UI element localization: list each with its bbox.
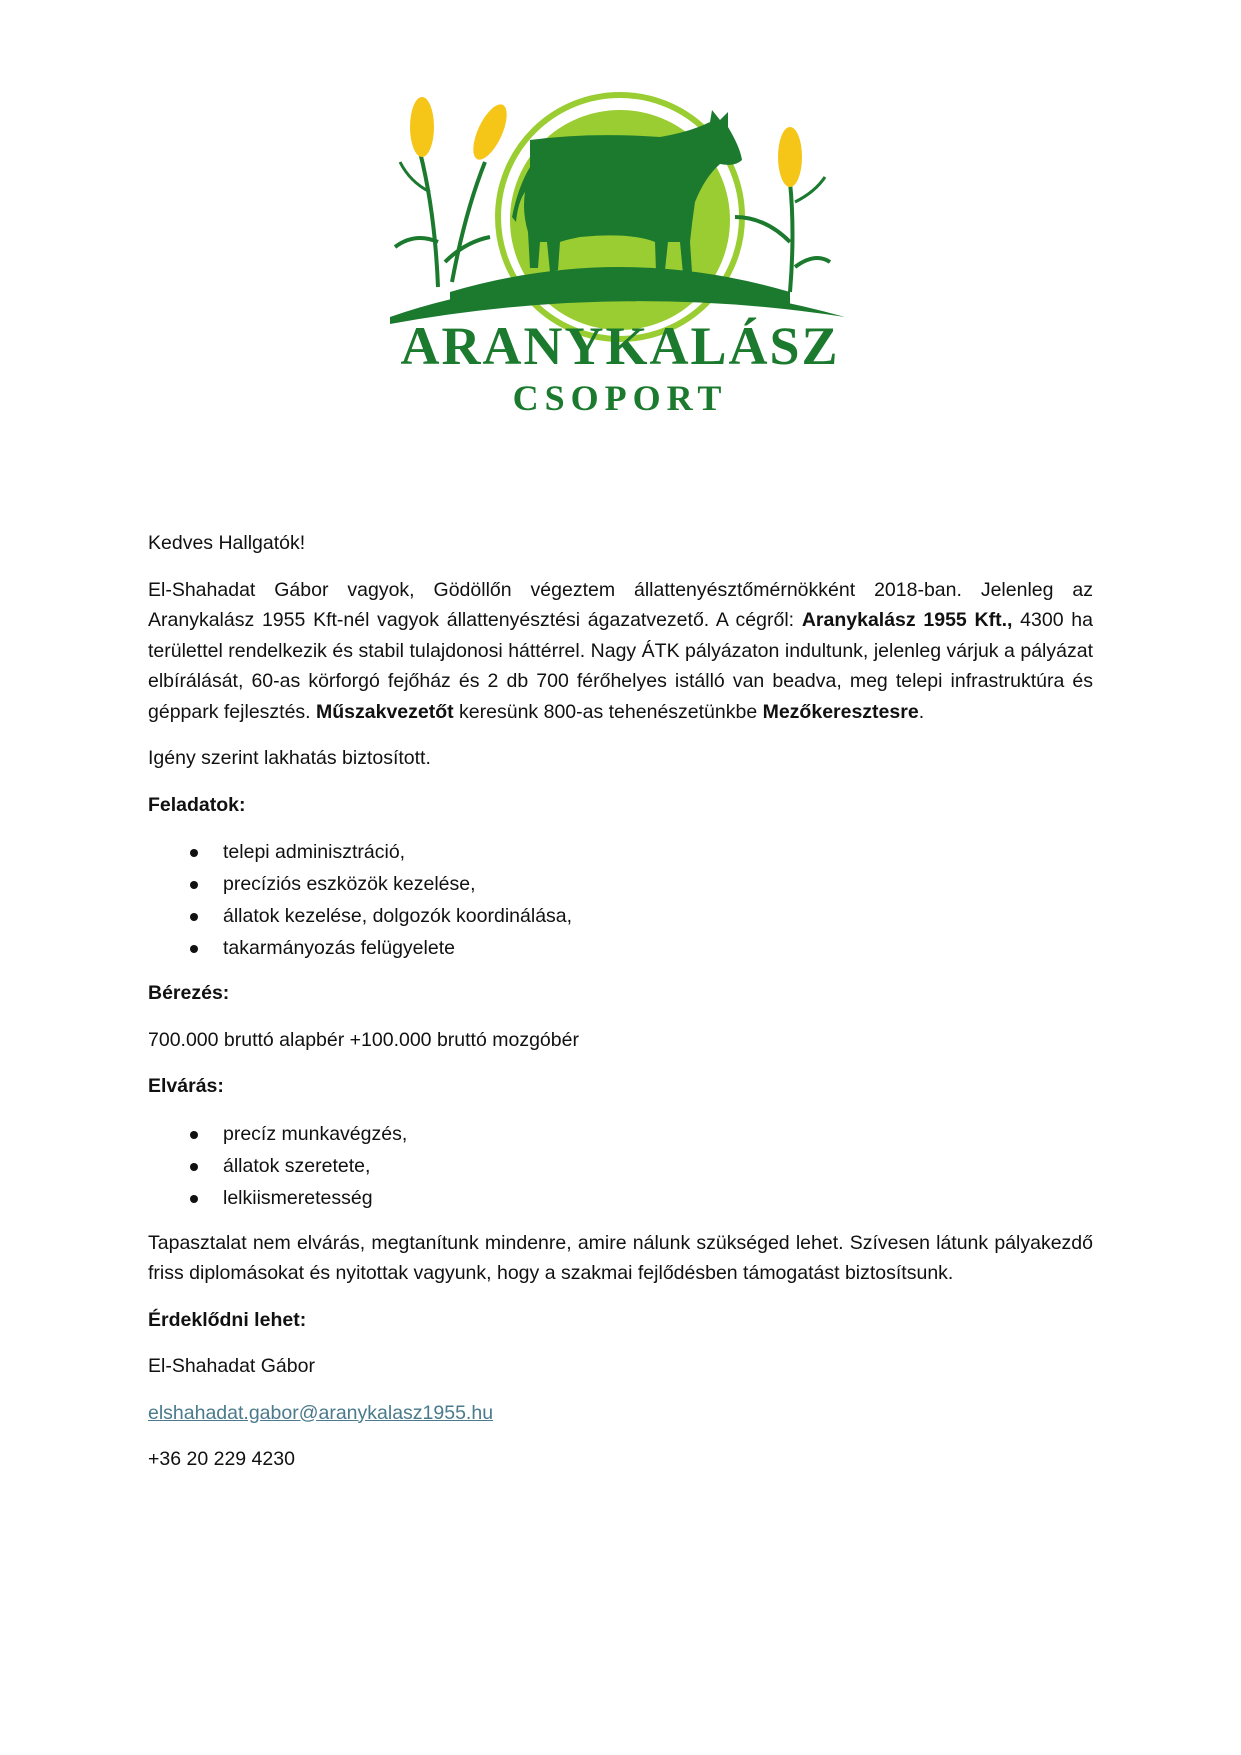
email-link[interactable]: elshahadat.gabor@aranykalasz1955.hu (148, 1401, 494, 1424)
wheat-icon (735, 127, 830, 292)
phone-number: +36 20 229 4230 (148, 1448, 295, 1470)
svg-text:ARANYKALÁSZ: ARANYKALÁSZ (400, 316, 840, 376)
tasks-list (148, 836, 1093, 964)
list-item: lelkiismeretesség (223, 1182, 1093, 1214)
list-item: állatok kezelése, dolgozók koordinálása, (223, 900, 1093, 932)
company-logo (390, 92, 850, 422)
letter-body (148, 528, 1093, 1491)
list-item: takarmányozás felügyelete (223, 932, 1093, 964)
list-item: precíz munkavégzés, (223, 1118, 1093, 1150)
closing-paragraph: Tapasztalat nem elvárás, megtanítunk mindenre, amire nálunk szükséged lehet. Szívesen látunk pályakezdő friss diplomásokat és nyitottak vagyunk, hogy a szakmai fejlődésben támogatást biztosítsunk. (148, 1231, 1093, 1284)
list-item: precíziós eszközök kezelése, (223, 868, 1093, 900)
contact-name: El-Shahadat Gábor (148, 1355, 315, 1377)
intro-paragraph: El-Shahadat Gábor vagyok, Gödöllőn végeztem állattenyésztőmérnökként 2018-ban. Jelenleg az Aranykalász 1955 Kft-nél vagyok állattenyésztési ágazatvezető. A cégről: Aranykalász 1955 Kft., 4300 ha területtel rendelkezik és stabil tulajdonosi háttérrel. Nagy ÁTK pályázaton indultunk, jelenleg várjuk a pályázat elbírálását, 60-as körforgó fejőház és 2 db 700 férőhelyes istálló van beadva, meg telepi infrastruktúra és géppark fejlesztés. Műszakvezetőt keresünk 800-as tehenészetünkbe Mezőkeresztesre. (148, 578, 1093, 723)
requirements-list (148, 1118, 1093, 1214)
housing-note: Igény szerint lakhatás biztosított. (148, 747, 431, 769)
list-item: állatok szeretete, (223, 1150, 1093, 1182)
position-title: Műszakvezetőt (316, 700, 454, 723)
svg-text:CSOPORT: CSOPORT (512, 378, 728, 418)
salary-heading: Bérezés: (148, 982, 230, 1004)
location: Mezőkeresztesre (762, 700, 919, 723)
greeting: Kedves Hallgatók! (148, 532, 306, 554)
contact-heading: Érdeklődni lehet: (148, 1308, 307, 1331)
list-item: telepi adminisztráció, (223, 836, 1093, 868)
wheat-icon (395, 97, 514, 287)
tasks-heading: Feladatok: (148, 793, 246, 816)
requirements-heading: Elvárás: (148, 1075, 224, 1097)
salary-text: 700.000 bruttó alapbér +100.000 bruttó mozgóbér (148, 1028, 579, 1051)
company-name: Aranykalász 1955 Kft., (801, 609, 1013, 631)
